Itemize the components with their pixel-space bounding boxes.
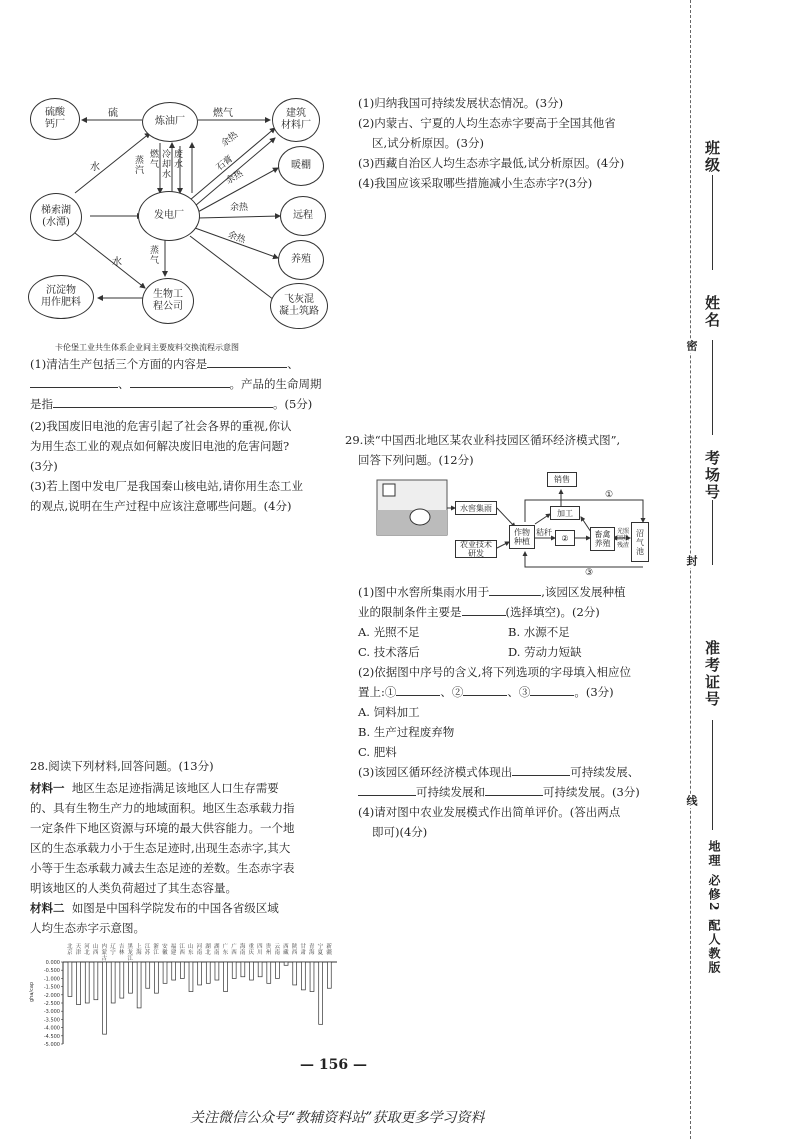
chart-category-label: 江 bbox=[144, 944, 151, 950]
prev-q2-line1: (2)我国废旧电池的危害引起了社会各界的重视,你认 bbox=[30, 419, 292, 433]
chart-bar bbox=[137, 962, 141, 1008]
q29-flow-diagram bbox=[375, 472, 665, 577]
chart-bar bbox=[103, 962, 107, 1034]
chart-y-tick-label: -0.500 bbox=[43, 968, 60, 975]
chart-category-label: 内 bbox=[101, 944, 108, 950]
chart-y-tick-label: -1.500 bbox=[43, 984, 60, 991]
chart-category-label: 北 bbox=[84, 950, 90, 956]
chart-category-label: 浙 bbox=[153, 944, 159, 950]
chart-category-label: 上 bbox=[136, 944, 142, 950]
flow-jiegan: 秸秆 bbox=[536, 528, 552, 537]
chart-bar bbox=[189, 962, 193, 992]
q28-r2-line2: 区,试分析原因。(3分) bbox=[372, 136, 484, 150]
sidebar-kaochanghao: 考场号 bbox=[703, 450, 721, 501]
prev-q1-line3: 是指 。(5分) bbox=[30, 397, 313, 411]
label-yure4: 余热 bbox=[226, 230, 247, 246]
flow-zhaoqi: 沼 气 池 bbox=[631, 522, 649, 562]
prev-q1-line1: (1)清洁生产包括三个方面的内容是 、 bbox=[30, 357, 299, 371]
prev-q3-line2: 的观点,说明在生产过程中应该注意哪些问题。(4分) bbox=[30, 499, 292, 513]
chart-category-label: 州 bbox=[265, 950, 272, 956]
q29-opt-c: C. 技术落后 bbox=[358, 645, 420, 659]
chart-bar bbox=[94, 962, 98, 1000]
q28-r1: (1)归纳我国可持续发展状态情况。(3分) bbox=[358, 96, 564, 110]
chart-category-label: 新 bbox=[326, 944, 332, 950]
chart-category-label: 龙 bbox=[127, 950, 134, 956]
label-liu: 硫 bbox=[108, 108, 118, 119]
chart-category-label: 海 bbox=[309, 950, 315, 956]
q28-title: 28.阅读下列材料,回答问题。(13分) bbox=[30, 759, 214, 773]
chart-category-label: 北 bbox=[205, 950, 211, 956]
eco-deficit-chart bbox=[25, 940, 345, 1050]
chart-category-label: 黑 bbox=[127, 944, 134, 950]
sidebar-xingming: 姓名 bbox=[703, 295, 721, 329]
chart-y-tick-label: -3.000 bbox=[43, 1009, 60, 1016]
chart-bar bbox=[77, 962, 81, 1005]
chart-category-label: 海 bbox=[239, 944, 246, 950]
chart-bar bbox=[172, 962, 176, 980]
q28-r3: (3)西藏自治区人均生态赤字最低,试分析原因。(4分) bbox=[358, 156, 625, 170]
q29-p4-line1: (4)请对图中农业发展模式作出简单评价。(答出两点 bbox=[358, 805, 621, 819]
node-fadianchang: 发电厂 bbox=[138, 191, 200, 241]
chart-category-label: 东 bbox=[188, 950, 194, 956]
chart-y-tick-label: -3.500 bbox=[43, 1017, 60, 1024]
node-jianzhu: 建筑 材料厂 bbox=[272, 98, 320, 142]
node-nuanpeng: 暖棚 bbox=[278, 146, 324, 186]
chart-bar bbox=[293, 962, 297, 985]
chart-category-label: 津 bbox=[75, 950, 82, 956]
sidebar-feng: 封 bbox=[685, 555, 698, 568]
chart-category-label: 藏 bbox=[283, 950, 289, 956]
chart-category-label: 南 bbox=[196, 950, 203, 956]
chart-category-label: 西 bbox=[179, 950, 185, 956]
chart-y-tick-label: -1.000 bbox=[43, 976, 60, 983]
chart-y-tick-label: -5.000 bbox=[43, 1042, 60, 1048]
chart-bar bbox=[180, 962, 184, 978]
chart-category-label: 甘 bbox=[300, 944, 306, 950]
chart-bar bbox=[275, 962, 279, 978]
q29-p1-line1: (1)图中水窖所集雨水用于 ,该园区发展种植 bbox=[358, 585, 626, 599]
label-shigao: 石膏 bbox=[214, 154, 236, 174]
node-yangzhi: 养殖 bbox=[278, 240, 324, 280]
prev-q3-line1: (3)若上图中发电厂是我国秦山核电站,请你用生态工业 bbox=[30, 479, 303, 493]
q28-m2-line2: 人均生态赤字示意图。 bbox=[30, 921, 145, 935]
flow-quanzhi: 光照 回热 残渣 bbox=[617, 528, 630, 549]
sidebar-underline-3 bbox=[712, 500, 713, 565]
q29-title2: 回答下列问题。(12分) bbox=[358, 453, 474, 467]
flow-nongye: 农业技术 研发 bbox=[455, 540, 497, 558]
q28-m1-line2: 的、具有生物生产力的地域面积。地区生态承载力指 bbox=[30, 801, 295, 815]
sidebar-subject: 地理 必修2 配人教版 bbox=[707, 840, 721, 975]
node-yuancheng: 远程 bbox=[280, 196, 326, 236]
label-zhengqi: 蒸 汽 bbox=[135, 156, 145, 176]
chart-bar bbox=[267, 962, 271, 983]
prev-q1-line2: 、 。产品的生命周期 bbox=[30, 376, 322, 392]
chart-category-label: 南 bbox=[239, 950, 246, 956]
chart-y-tick-label: 0.000 bbox=[45, 960, 60, 966]
eco-deficit-chart-svg bbox=[25, 940, 345, 1050]
chart-category-label: 川 bbox=[257, 950, 263, 956]
chart-category-label: 夏 bbox=[317, 950, 324, 956]
q28-m1-line5: 小等于生态承载力减去生态足迹的差数。生态赤字表 bbox=[30, 861, 295, 875]
chart-bar bbox=[327, 962, 331, 988]
chart-bar bbox=[258, 962, 262, 977]
flow-xuqin: 畜禽 养殖 bbox=[590, 527, 615, 551]
chart-category-label: 西 bbox=[283, 944, 289, 950]
chart-category-label: 辽 bbox=[110, 944, 116, 950]
diagram-caption: 卡伦堡工业共生体系企业间主要废料交换流程示意图 bbox=[55, 343, 239, 352]
chart-bar bbox=[154, 962, 158, 993]
chart-y-label: gha/cap bbox=[29, 981, 35, 1002]
chart-category-label: 疆 bbox=[326, 950, 332, 956]
chart-bar bbox=[206, 962, 210, 983]
kalundborg-diagram bbox=[20, 88, 345, 333]
bottom-note: 关注微信公众号“教辅资料站”获取更多学习资料 bbox=[190, 1110, 485, 1126]
chart-category-label: 林 bbox=[118, 950, 125, 956]
flow-c2: ② bbox=[555, 530, 575, 546]
flow-c1: ① bbox=[605, 490, 614, 500]
page-number: — 156 — bbox=[300, 1057, 367, 1073]
chart-bar bbox=[163, 962, 167, 983]
q29-title: 29.读“中国西北地区某农业科技园区循环经济模式图”, bbox=[345, 433, 621, 447]
chart-category-label: 建 bbox=[170, 950, 177, 956]
chart-category-label: 西 bbox=[291, 950, 298, 956]
chart-category-label: 京 bbox=[66, 950, 73, 956]
prev-q2-line3: (3分) bbox=[30, 459, 58, 473]
label-shui2: 水 bbox=[112, 257, 122, 268]
chart-bar bbox=[129, 962, 133, 993]
chart-category-label: 苏 bbox=[144, 950, 151, 956]
chart-category-label: 江 bbox=[179, 944, 185, 950]
q29-opt-d: D. 劳动力短缺 bbox=[508, 645, 582, 659]
chart-category-label: 广 bbox=[231, 944, 237, 950]
chart-category-label: 福 bbox=[170, 944, 177, 950]
label-lengque: 冷 却 水 bbox=[162, 150, 172, 180]
chart-category-label: 河 bbox=[84, 944, 90, 950]
chart-bar bbox=[224, 962, 228, 992]
chart-bar bbox=[310, 962, 314, 992]
sidebar-underline-1 bbox=[712, 175, 713, 270]
node-liantuchang: 炼油厂 bbox=[142, 102, 198, 142]
chart-category-label: 重 bbox=[248, 944, 255, 950]
node-chendianwu: 沉淀物 用作肥料 bbox=[28, 275, 94, 319]
sidebar-mi: 密 bbox=[685, 340, 698, 353]
label-zhengqi2: 蒸 气 bbox=[150, 246, 160, 266]
chart-category-label: 天 bbox=[75, 944, 82, 950]
label-yure2: 余热 bbox=[224, 168, 246, 187]
binding-dashed-line bbox=[690, 0, 691, 1139]
label-yure1: 余热 bbox=[219, 130, 241, 150]
flow-xiaoshou: 销售 bbox=[547, 472, 577, 487]
q29-o2-a: A. 饲料加工 bbox=[358, 705, 420, 719]
q29-opt-a: A. 光照不足 bbox=[358, 625, 420, 639]
q29-p4-line2: 即可)(4分) bbox=[372, 825, 428, 839]
chart-category-label: 河 bbox=[196, 944, 203, 950]
chart-category-label: 南 bbox=[274, 950, 280, 956]
label-ranqi: 燃气 bbox=[213, 108, 233, 119]
flow-c3: ③ bbox=[585, 568, 594, 578]
q28-m1-line1: 材料一 地区生态足迹指满足该地区人口生存需要 bbox=[30, 781, 279, 795]
chart-category-label: 云 bbox=[274, 944, 280, 950]
q28-m2-line1: 材料二 如图是中国科学院发布的中国各省级区域 bbox=[30, 901, 279, 915]
sidebar-zhunkaozheng: 准考证号 bbox=[703, 640, 721, 708]
chart-category-label: 宁 bbox=[317, 944, 324, 950]
chart-category-label: 西 bbox=[231, 950, 237, 956]
chart-category-label: 庆 bbox=[248, 950, 255, 956]
chart-category-label: 徽 bbox=[162, 950, 168, 956]
chart-y-tick-label: -4.000 bbox=[43, 1025, 60, 1032]
chart-category-label: 广 bbox=[222, 944, 229, 950]
q29-p3-line2: 可持续发展和 可持续发展。(3分) bbox=[358, 784, 640, 800]
chart-category-label: 青 bbox=[309, 944, 315, 950]
chart-y-tick-label: -4.500 bbox=[43, 1033, 60, 1040]
chart-category-label: 西 bbox=[92, 950, 99, 956]
label-yure3: 余热 bbox=[230, 203, 249, 213]
chart-category-label: 贵 bbox=[265, 944, 272, 950]
q28-m1-line4: 区的生态承载力小于生态足迹时,出现生态赤字,其大 bbox=[30, 841, 291, 855]
q29-p3-line1: (3)该园区循环经济模式体现出 可持续发展、 bbox=[358, 765, 640, 779]
q29-p2-line1: (2)依据图中序号的含义,将下列选项的字母填入相应位 bbox=[358, 665, 631, 679]
chart-bar bbox=[120, 962, 124, 998]
flow-zuowu: 作物 种植 bbox=[509, 525, 535, 549]
chart-bar bbox=[68, 962, 72, 996]
chart-category-label: 山 bbox=[92, 944, 99, 950]
node-shengwu: 生物工 程公司 bbox=[142, 278, 194, 324]
chart-bar bbox=[284, 962, 288, 965]
chart-bar bbox=[198, 962, 202, 985]
q28-r2-line1: (2)内蒙古、宁夏的人均生态赤字要高于全国其他省 bbox=[358, 116, 616, 130]
node-tisuohu: 梯索湖 (水潭) bbox=[30, 193, 82, 241]
chart-bar bbox=[319, 962, 323, 1024]
chart-category-label: 江 bbox=[127, 956, 134, 962]
chart-category-label: 湖 bbox=[205, 944, 211, 950]
chart-bar bbox=[241, 962, 245, 977]
chart-category-label: 蒙 bbox=[101, 950, 108, 956]
chart-y-tick-label: -2.000 bbox=[43, 992, 60, 999]
chart-bar bbox=[250, 962, 254, 980]
chart-bar bbox=[111, 962, 115, 1003]
sidebar-xian: 线 bbox=[685, 795, 698, 808]
chart-category-label: 北 bbox=[66, 944, 73, 950]
chart-category-label: 宁 bbox=[110, 950, 116, 956]
chart-category-label: 山 bbox=[188, 944, 194, 950]
label-ranqi2: 燃 气 bbox=[150, 150, 160, 170]
q28-m1-line3: 一定条件下地区资源与环境的最大供容能力。一个地 bbox=[30, 821, 295, 835]
sidebar-underline-4 bbox=[712, 720, 713, 830]
chart-category-label: 海 bbox=[136, 950, 142, 956]
flow-shuijiaoji: 水窖集雨 bbox=[455, 501, 497, 515]
prev-q2-line2: 为用生态工业的观点如何解决废旧电池的危害问题? bbox=[30, 439, 290, 453]
chart-category-label: 陕 bbox=[291, 944, 298, 950]
chart-category-label: 古 bbox=[101, 956, 108, 962]
q29-o2-c: C. 肥料 bbox=[358, 745, 397, 759]
q29-p1-line2: 业的限制条件主要是 (选择填空)。(2分) bbox=[358, 605, 600, 619]
chart-category-label: 吉 bbox=[118, 944, 125, 950]
chart-bar bbox=[232, 962, 236, 978]
node-liusuanjia: 硫酸 钙厂 bbox=[30, 98, 80, 140]
q28-r4: (4)我国应该采取哪些措施减小生态赤字?(3分) bbox=[358, 176, 593, 190]
sidebar-banji: 班级 bbox=[703, 140, 721, 174]
chart-category-label: 江 bbox=[153, 950, 159, 956]
chart-category-label: 东 bbox=[222, 950, 229, 956]
chart-bar bbox=[85, 962, 89, 1003]
node-feihui: 飞灰混 凝土筑路 bbox=[270, 283, 328, 329]
label-feishui: 废 水 bbox=[174, 150, 184, 170]
chart-y-tick-label: -2.500 bbox=[43, 1001, 60, 1007]
chart-category-label: 肃 bbox=[300, 950, 306, 956]
chart-category-label: 四 bbox=[257, 944, 263, 950]
q29-o2-b: B. 生产过程废弃物 bbox=[358, 725, 455, 739]
flow-jiagong: 加工 bbox=[550, 506, 580, 520]
chart-bar bbox=[146, 962, 150, 988]
q29-p2-line2: 置上:① 、② 、③ 。(3分) bbox=[358, 685, 614, 699]
chart-category-label: 湖 bbox=[213, 944, 220, 950]
chart-category-label: 安 bbox=[162, 944, 168, 950]
chart-bar bbox=[301, 962, 305, 990]
q29-opt-b: B. 水源不足 bbox=[508, 625, 570, 639]
q28-m1-line6: 明该地区的人类负荷超过了其生态容量。 bbox=[30, 881, 237, 895]
sidebar-underline-2 bbox=[712, 340, 713, 435]
chart-category-label: 南 bbox=[213, 950, 220, 956]
label-shui1: 水 bbox=[90, 162, 100, 173]
chart-bar bbox=[215, 962, 219, 980]
